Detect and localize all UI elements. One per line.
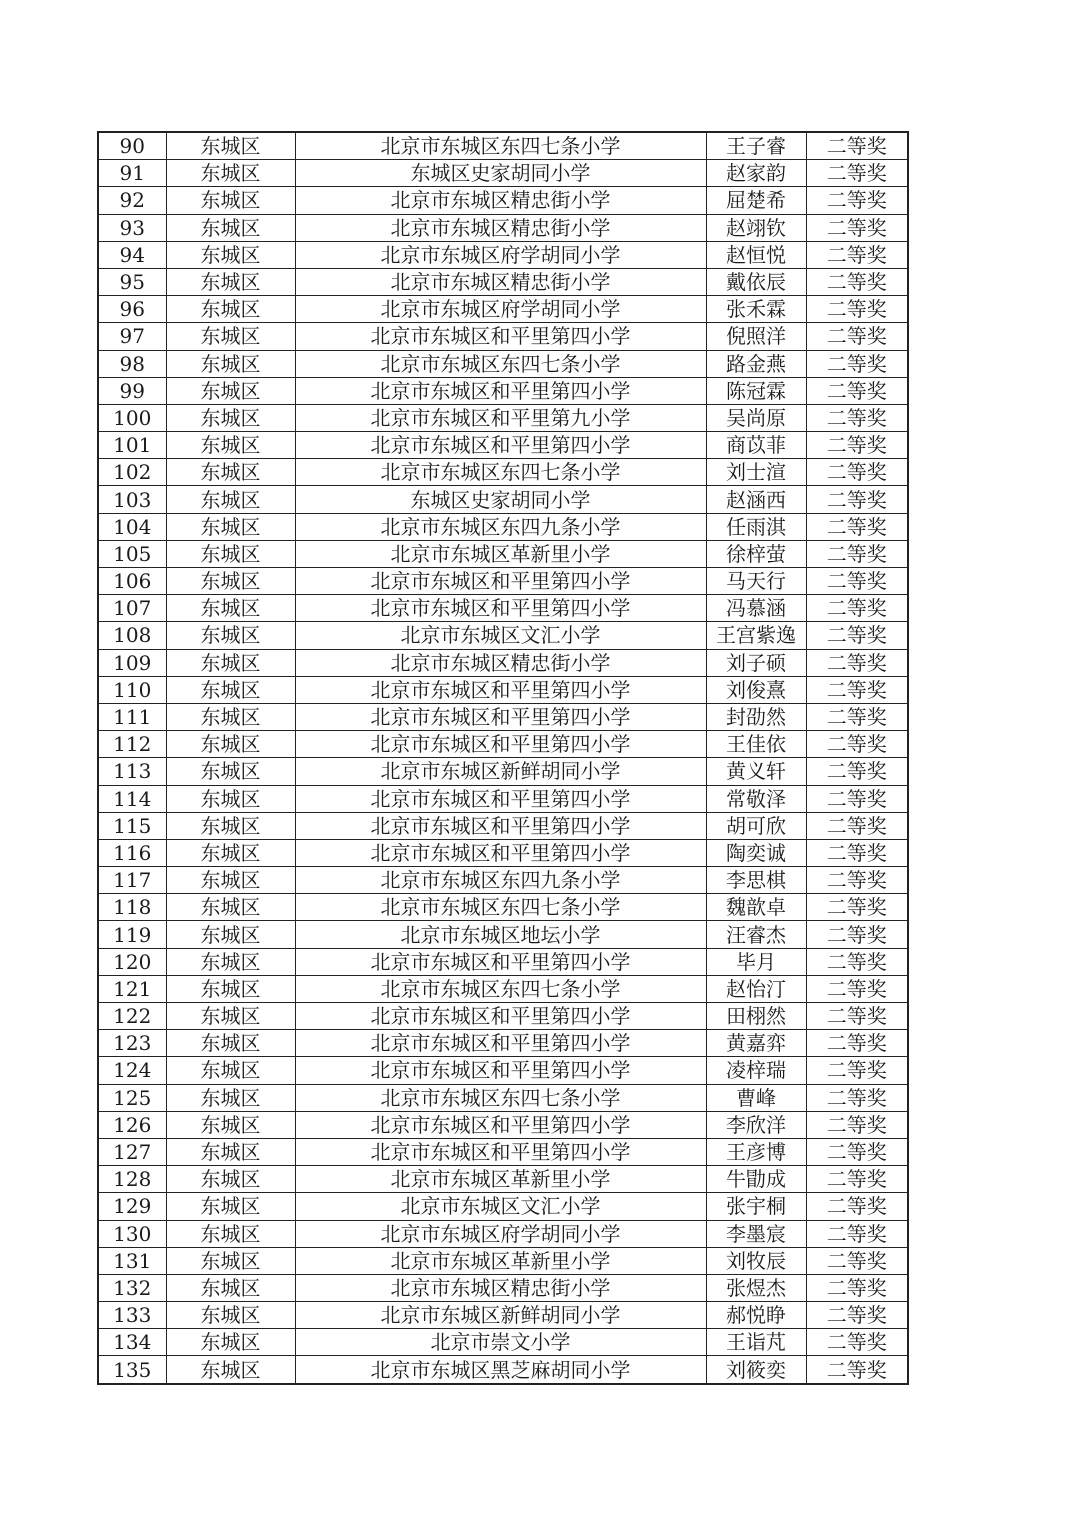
award-cell: 二等奖 <box>806 350 908 377</box>
district-cell: 东城区 <box>166 785 295 812</box>
student-name-cell: 刘士渲 <box>706 459 806 486</box>
table-row <box>98 1111 908 1138</box>
student-name-cell: 李欣洋 <box>706 1111 806 1138</box>
school-cell: 北京市东城区府学胡同小学 <box>295 1220 706 1247</box>
district-cell: 东城区 <box>166 622 295 649</box>
row-number: 93 <box>98 214 166 241</box>
award-cell: 二等奖 <box>806 1274 908 1301</box>
school-cell: 北京市东城区和平里第四小学 <box>295 1138 706 1165</box>
school-cell: 北京市东城区东四九条小学 <box>295 513 706 540</box>
student-name-cell: 赵涵西 <box>706 486 806 513</box>
row-number: 98 <box>98 350 166 377</box>
row-number: 130 <box>98 1220 166 1247</box>
school-cell: 北京市东城区东四七条小学 <box>295 975 706 1002</box>
student-name-cell: 封劭然 <box>706 703 806 730</box>
student-name-cell: 赵家韵 <box>706 160 806 187</box>
school-cell: 北京市东城区革新里小学 <box>295 1166 706 1193</box>
student-name-cell: 张禾霖 <box>706 296 806 323</box>
row-number: 124 <box>98 1057 166 1084</box>
award-cell: 二等奖 <box>806 894 908 921</box>
school-cell: 北京市东城区东四七条小学 <box>295 350 706 377</box>
student-name-cell: 李思棋 <box>706 867 806 894</box>
row-number: 99 <box>98 377 166 404</box>
school-cell: 北京市东城区精忠街小学 <box>295 1274 706 1301</box>
table-row <box>98 1057 908 1084</box>
row-number: 113 <box>98 758 166 785</box>
district-cell: 东城区 <box>166 1247 295 1274</box>
school-cell: 北京市东城区和平里第四小学 <box>295 595 706 622</box>
table-row <box>98 1274 908 1301</box>
student-name-cell: 牛勖成 <box>706 1166 806 1193</box>
student-name-cell: 商苡菲 <box>706 432 806 459</box>
district-cell: 东城区 <box>166 377 295 404</box>
school-cell: 北京市东城区精忠街小学 <box>295 649 706 676</box>
student-name-cell: 王佳依 <box>706 731 806 758</box>
row-number: 101 <box>98 432 166 459</box>
school-cell: 北京市东城区和平里第四小学 <box>295 1003 706 1030</box>
student-name-cell: 王宫紫逸 <box>706 622 806 649</box>
school-cell: 北京市东城区东四七条小学 <box>295 1084 706 1111</box>
row-number: 121 <box>98 975 166 1002</box>
student-name-cell: 戴依辰 <box>706 268 806 295</box>
school-cell: 北京市东城区和平里第四小学 <box>295 785 706 812</box>
table-row <box>98 241 908 268</box>
award-cell: 二等奖 <box>806 839 908 866</box>
table-row <box>98 486 908 513</box>
table-row <box>98 812 908 839</box>
award-cell: 二等奖 <box>806 1166 908 1193</box>
district-cell: 东城区 <box>166 839 295 866</box>
table-row <box>98 731 908 758</box>
district-cell: 东城区 <box>166 1166 295 1193</box>
award-cell: 二等奖 <box>806 296 908 323</box>
award-cell: 二等奖 <box>806 1247 908 1274</box>
award-list-body <box>98 132 908 1384</box>
district-cell: 东城区 <box>166 132 295 160</box>
student-name-cell: 王子睿 <box>706 132 806 160</box>
district-cell: 东城区 <box>166 459 295 486</box>
student-name-cell: 王彦博 <box>706 1138 806 1165</box>
table-row <box>98 622 908 649</box>
table-row <box>98 1247 908 1274</box>
student-name-cell: 陈冠霖 <box>706 377 806 404</box>
award-cell: 二等奖 <box>806 1356 908 1384</box>
award-cell: 二等奖 <box>806 622 908 649</box>
student-name-cell: 路金燕 <box>706 350 806 377</box>
student-name-cell: 刘牧辰 <box>706 1247 806 1274</box>
table-row <box>98 595 908 622</box>
row-number: 129 <box>98 1193 166 1220</box>
row-number: 114 <box>98 785 166 812</box>
award-cell: 二等奖 <box>806 214 908 241</box>
school-cell: 北京市东城区和平里第四小学 <box>295 812 706 839</box>
student-name-cell: 曹峰 <box>706 1084 806 1111</box>
table-row <box>98 1166 908 1193</box>
school-cell: 北京市东城区和平里第四小学 <box>295 731 706 758</box>
school-cell: 北京市东城区革新里小学 <box>295 540 706 567</box>
school-cell: 北京市东城区东四七条小学 <box>295 894 706 921</box>
student-name-cell: 赵翊钦 <box>706 214 806 241</box>
school-cell: 北京市东城区文汇小学 <box>295 1193 706 1220</box>
award-cell: 二等奖 <box>806 187 908 214</box>
row-number: 127 <box>98 1138 166 1165</box>
school-cell: 北京市东城区精忠街小学 <box>295 268 706 295</box>
award-cell: 二等奖 <box>806 568 908 595</box>
award-cell: 二等奖 <box>806 867 908 894</box>
row-number: 102 <box>98 459 166 486</box>
row-number: 107 <box>98 595 166 622</box>
table-row <box>98 404 908 431</box>
school-cell: 北京市东城区府学胡同小学 <box>295 241 706 268</box>
school-cell: 北京市东城区和平里第四小学 <box>295 676 706 703</box>
district-cell: 东城区 <box>166 513 295 540</box>
district-cell: 东城区 <box>166 404 295 431</box>
table-row <box>98 540 908 567</box>
table-row <box>98 187 908 214</box>
district-cell: 东城区 <box>166 1220 295 1247</box>
district-cell: 东城区 <box>166 241 295 268</box>
student-name-cell: 李墨宸 <box>706 1220 806 1247</box>
table-row <box>98 649 908 676</box>
award-cell: 二等奖 <box>806 377 908 404</box>
row-number: 90 <box>98 132 166 160</box>
award-cell: 二等奖 <box>806 703 908 730</box>
school-cell: 北京市东城区精忠街小学 <box>295 187 706 214</box>
school-cell: 北京市东城区和平里第四小学 <box>295 839 706 866</box>
table-row <box>98 1193 908 1220</box>
row-number: 94 <box>98 241 166 268</box>
student-name-cell: 陶奕诚 <box>706 839 806 866</box>
student-name-cell: 凌梓瑞 <box>706 1057 806 1084</box>
school-cell: 北京市东城区和平里第四小学 <box>295 432 706 459</box>
school-cell: 北京市东城区和平里第四小学 <box>295 568 706 595</box>
student-name-cell: 刘筱奕 <box>706 1356 806 1384</box>
district-cell: 东城区 <box>166 1329 295 1356</box>
district-cell: 东城区 <box>166 323 295 350</box>
table-row <box>98 1356 908 1384</box>
award-cell: 二等奖 <box>806 758 908 785</box>
district-cell: 东城区 <box>166 1057 295 1084</box>
award-cell: 二等奖 <box>806 1057 908 1084</box>
table-row <box>98 1003 908 1030</box>
award-cell: 二等奖 <box>806 1138 908 1165</box>
district-cell: 东城区 <box>166 350 295 377</box>
school-cell: 北京市东城区和平里第四小学 <box>295 377 706 404</box>
row-number: 116 <box>98 839 166 866</box>
award-cell: 二等奖 <box>806 1030 908 1057</box>
award-cell: 二等奖 <box>806 160 908 187</box>
row-number: 133 <box>98 1302 166 1329</box>
table-row <box>98 676 908 703</box>
student-name-cell: 冯慕涵 <box>706 595 806 622</box>
school-cell: 北京市崇文小学 <box>295 1329 706 1356</box>
district-cell: 东城区 <box>166 1003 295 1030</box>
district-cell: 东城区 <box>166 676 295 703</box>
award-cell: 二等奖 <box>806 1111 908 1138</box>
row-number: 112 <box>98 731 166 758</box>
award-cell: 二等奖 <box>806 1220 908 1247</box>
row-number: 92 <box>98 187 166 214</box>
award-cell: 二等奖 <box>806 1084 908 1111</box>
student-name-cell: 任雨淇 <box>706 513 806 540</box>
award-cell: 二等奖 <box>806 948 908 975</box>
row-number: 120 <box>98 948 166 975</box>
row-number: 95 <box>98 268 166 295</box>
award-cell: 二等奖 <box>806 513 908 540</box>
award-cell: 二等奖 <box>806 731 908 758</box>
school-cell: 东城区史家胡同小学 <box>295 486 706 513</box>
district-cell: 东城区 <box>166 1274 295 1301</box>
district-cell: 东城区 <box>166 568 295 595</box>
award-cell: 二等奖 <box>806 921 908 948</box>
school-cell: 北京市东城区新鲜胡同小学 <box>295 758 706 785</box>
table-row <box>98 513 908 540</box>
student-name-cell: 吴尚原 <box>706 404 806 431</box>
school-cell: 北京市东城区精忠街小学 <box>295 214 706 241</box>
row-number: 103 <box>98 486 166 513</box>
student-name-cell: 屈楚希 <box>706 187 806 214</box>
table-row <box>98 1220 908 1247</box>
table-row <box>98 758 908 785</box>
table-row <box>98 160 908 187</box>
student-name-cell: 黄嘉弈 <box>706 1030 806 1057</box>
table-row <box>98 296 908 323</box>
student-name-cell: 郝悦睁 <box>706 1302 806 1329</box>
table-row <box>98 785 908 812</box>
row-number: 105 <box>98 540 166 567</box>
student-name-cell: 徐梓萤 <box>706 540 806 567</box>
district-cell: 东城区 <box>166 703 295 730</box>
row-number: 106 <box>98 568 166 595</box>
school-cell: 北京市东城区府学胡同小学 <box>295 296 706 323</box>
award-cell: 二等奖 <box>806 432 908 459</box>
district-cell: 东城区 <box>166 921 295 948</box>
row-number: 108 <box>98 622 166 649</box>
school-cell: 北京市东城区和平里第四小学 <box>295 1057 706 1084</box>
school-cell: 北京市东城区和平里第九小学 <box>295 404 706 431</box>
school-cell: 北京市东城区和平里第四小学 <box>295 703 706 730</box>
district-cell: 东城区 <box>166 1193 295 1220</box>
school-cell: 北京市东城区和平里第四小学 <box>295 323 706 350</box>
row-number: 96 <box>98 296 166 323</box>
district-cell: 东城区 <box>166 1084 295 1111</box>
district-cell: 东城区 <box>166 867 295 894</box>
school-cell: 北京市东城区文汇小学 <box>295 622 706 649</box>
table-row <box>98 268 908 295</box>
district-cell: 东城区 <box>166 486 295 513</box>
table-row <box>98 323 908 350</box>
school-cell: 北京市东城区新鲜胡同小学 <box>295 1302 706 1329</box>
district-cell: 东城区 <box>166 894 295 921</box>
school-cell: 北京市东城区东四七条小学 <box>295 132 706 160</box>
table-row <box>98 459 908 486</box>
award-cell: 二等奖 <box>806 1302 908 1329</box>
table-row <box>98 1084 908 1111</box>
school-cell: 东城区史家胡同小学 <box>295 160 706 187</box>
table-row <box>98 214 908 241</box>
row-number: 115 <box>98 812 166 839</box>
district-cell: 东城区 <box>166 595 295 622</box>
school-cell: 北京市东城区革新里小学 <box>295 1247 706 1274</box>
award-cell: 二等奖 <box>806 459 908 486</box>
school-cell: 北京市东城区地坛小学 <box>295 921 706 948</box>
table-row <box>98 975 908 1002</box>
district-cell: 东城区 <box>166 1356 295 1384</box>
district-cell: 东城区 <box>166 268 295 295</box>
award-cell: 二等奖 <box>806 595 908 622</box>
award-cell: 二等奖 <box>806 132 908 160</box>
row-number: 128 <box>98 1166 166 1193</box>
table-row <box>98 1302 908 1329</box>
award-cell: 二等奖 <box>806 812 908 839</box>
row-number: 131 <box>98 1247 166 1274</box>
district-cell: 东城区 <box>166 214 295 241</box>
row-number: 125 <box>98 1084 166 1111</box>
student-name-cell: 黄义轩 <box>706 758 806 785</box>
student-name-cell: 汪睿杰 <box>706 921 806 948</box>
student-name-cell: 毕月 <box>706 948 806 975</box>
award-cell: 二等奖 <box>806 649 908 676</box>
row-number: 135 <box>98 1356 166 1384</box>
student-name-cell: 田栩然 <box>706 1003 806 1030</box>
award-cell: 二等奖 <box>806 268 908 295</box>
district-cell: 东城区 <box>166 432 295 459</box>
row-number: 100 <box>98 404 166 431</box>
district-cell: 东城区 <box>166 187 295 214</box>
award-cell: 二等奖 <box>806 1193 908 1220</box>
award-cell: 二等奖 <box>806 404 908 431</box>
table-row <box>98 377 908 404</box>
school-cell: 北京市东城区黑芝麻胡同小学 <box>295 1356 706 1384</box>
district-cell: 东城区 <box>166 731 295 758</box>
student-name-cell: 赵恒悦 <box>706 241 806 268</box>
row-number: 118 <box>98 894 166 921</box>
table-row <box>98 867 908 894</box>
row-number: 97 <box>98 323 166 350</box>
school-cell: 北京市东城区和平里第四小学 <box>295 948 706 975</box>
student-name-cell: 常敬泽 <box>706 785 806 812</box>
table-row <box>98 1030 908 1057</box>
table-row <box>98 132 908 160</box>
table-row <box>98 839 908 866</box>
award-cell: 二等奖 <box>806 676 908 703</box>
award-cell: 二等奖 <box>806 486 908 513</box>
district-cell: 东城区 <box>166 975 295 1002</box>
school-cell: 北京市东城区和平里第四小学 <box>295 1111 706 1138</box>
award-cell: 二等奖 <box>806 241 908 268</box>
student-name-cell: 赵怡汀 <box>706 975 806 1002</box>
district-cell: 东城区 <box>166 1302 295 1329</box>
district-cell: 东城区 <box>166 812 295 839</box>
student-name-cell: 张煜杰 <box>706 1274 806 1301</box>
row-number: 117 <box>98 867 166 894</box>
row-number: 109 <box>98 649 166 676</box>
award-cell: 二等奖 <box>806 785 908 812</box>
table-row <box>98 432 908 459</box>
district-cell: 东城区 <box>166 1138 295 1165</box>
district-cell: 东城区 <box>166 948 295 975</box>
row-number: 123 <box>98 1030 166 1057</box>
award-cell: 二等奖 <box>806 1003 908 1030</box>
district-cell: 东城区 <box>166 540 295 567</box>
district-cell: 东城区 <box>166 1030 295 1057</box>
row-number: 119 <box>98 921 166 948</box>
district-cell: 东城区 <box>166 296 295 323</box>
student-name-cell: 马天行 <box>706 568 806 595</box>
table-row <box>98 948 908 975</box>
student-name-cell: 胡可欣 <box>706 812 806 839</box>
table-row <box>98 921 908 948</box>
district-cell: 东城区 <box>166 160 295 187</box>
row-number: 91 <box>98 160 166 187</box>
row-number: 122 <box>98 1003 166 1030</box>
row-number: 111 <box>98 703 166 730</box>
table-row <box>98 703 908 730</box>
student-name-cell: 张宇桐 <box>706 1193 806 1220</box>
award-cell: 二等奖 <box>806 975 908 1002</box>
award-list-table <box>97 131 909 1385</box>
table-row <box>98 894 908 921</box>
table-row <box>98 1138 908 1165</box>
student-name-cell: 王诣芃 <box>706 1329 806 1356</box>
student-name-cell: 刘俊熹 <box>706 676 806 703</box>
award-cell: 二等奖 <box>806 323 908 350</box>
row-number: 126 <box>98 1111 166 1138</box>
table-row <box>98 568 908 595</box>
school-cell: 北京市东城区和平里第四小学 <box>295 1030 706 1057</box>
award-cell: 二等奖 <box>806 540 908 567</box>
table-row <box>98 1329 908 1356</box>
student-name-cell: 魏歆卓 <box>706 894 806 921</box>
row-number: 104 <box>98 513 166 540</box>
district-cell: 东城区 <box>166 1111 295 1138</box>
school-cell: 北京市东城区东四七条小学 <box>295 459 706 486</box>
row-number: 110 <box>98 676 166 703</box>
row-number: 134 <box>98 1329 166 1356</box>
student-name-cell: 倪照洋 <box>706 323 806 350</box>
row-number: 132 <box>98 1274 166 1301</box>
student-name-cell: 刘子硕 <box>706 649 806 676</box>
school-cell: 北京市东城区东四九条小学 <box>295 867 706 894</box>
award-cell: 二等奖 <box>806 1329 908 1356</box>
district-cell: 东城区 <box>166 758 295 785</box>
table-row <box>98 350 908 377</box>
district-cell: 东城区 <box>166 649 295 676</box>
